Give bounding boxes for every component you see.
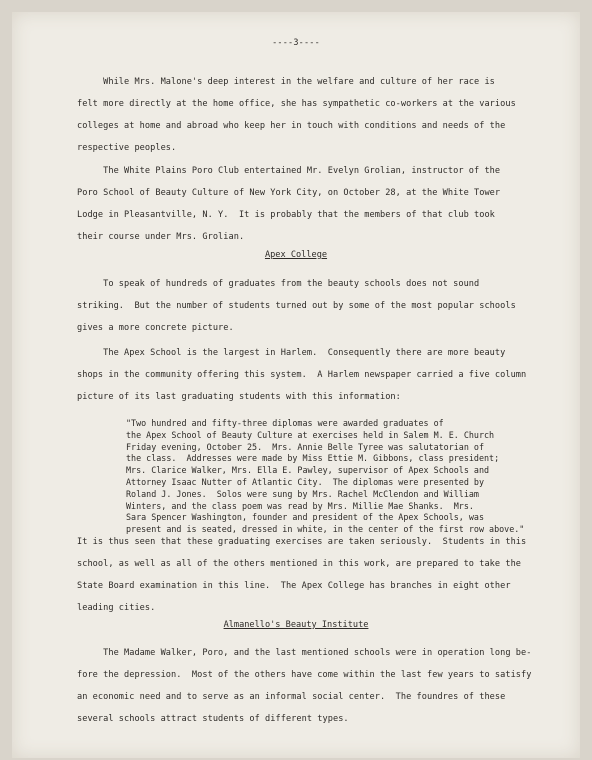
paragraph-4: The Apex School is the largest in Harlem. Consequently there are more beauty shops in the community offering this system. A Harlem newspaper carried a five column picture of its last graduating students with this information: bbox=[77, 348, 527, 402]
paragraph-3: To speak of hundreds of graduates from the beauty schools does not sound striking. But the number of students turned out by some of the most popular schools gives a more concrete picture. bbox=[77, 279, 516, 333]
section-heading-apex-college: Apex College bbox=[264, 250, 328, 260]
section-heading-almanellos-beauty-institute: Almanello's Beauty Institute bbox=[223, 620, 369, 630]
page-content bbox=[12, 12, 580, 758]
paragraph-6: The Madame Walker, Poro, and the last mentioned schools were in operation long be- fore the depression. Most of the others have come within the last few years to satisfy an economic need and to serve as an informal social center. The foundres of these several schools attract students of different types. bbox=[77, 648, 532, 724]
quoted-newspaper-excerpt: "Two hundred and fifty-three diplomas were awarded graduates of the Apex School of Beauty Culture at exercises held in Salem M. E. Church Friday evening, October 25. Mrs. Annie Belle Tyree was salutatorian of the class. Addresses were made by Miss Ettie M. Gibbons, class president; Mrs. Clarice Walker, Mrs. Ella E. Pawley, supervisor of Apex Schools and Attorney Isaac Nutter of Atlantic City. The diplomas were presented by Roland J. Jones. Solos were sung by Mrs. Rachel McClendon and William Winters, and the class poem was read by Mrs. Millie Mae Shanks. Mrs. Sara Spencer Washington, founder and president of the Apex Schools, was present and is seated, dressed in white, in the center of the first row above." bbox=[126, 418, 525, 535]
page-number: ----3---- bbox=[272, 38, 320, 48]
paragraph-5: It is thus seen that these graduating exercises are taken seriously. Students in this school, as well as all of the others mentioned in this work, are prepared to take the State Board examination in this line. The Apex College has branches in eight other leading cities. bbox=[77, 537, 527, 613]
document-page bbox=[12, 12, 580, 758]
paragraph-2: The White Plains Poro Club entertained Mr. Evelyn Grolian, instructor of the Poro School of Beauty Culture of New York City, on October 28, at the White Tower Lodge in Pleasantville, N. Y. It is probably that the members of that club took their course under Mrs. Grolian. bbox=[77, 166, 501, 242]
paragraph-1: While Mrs. Malone's deep interest in the welfare and culture of her race is felt more directly at the home office, she has sympathetic co-workers at the various colleges at home and abroad who keep her in touch with conditions and needs of the respective peoples. bbox=[77, 77, 516, 153]
